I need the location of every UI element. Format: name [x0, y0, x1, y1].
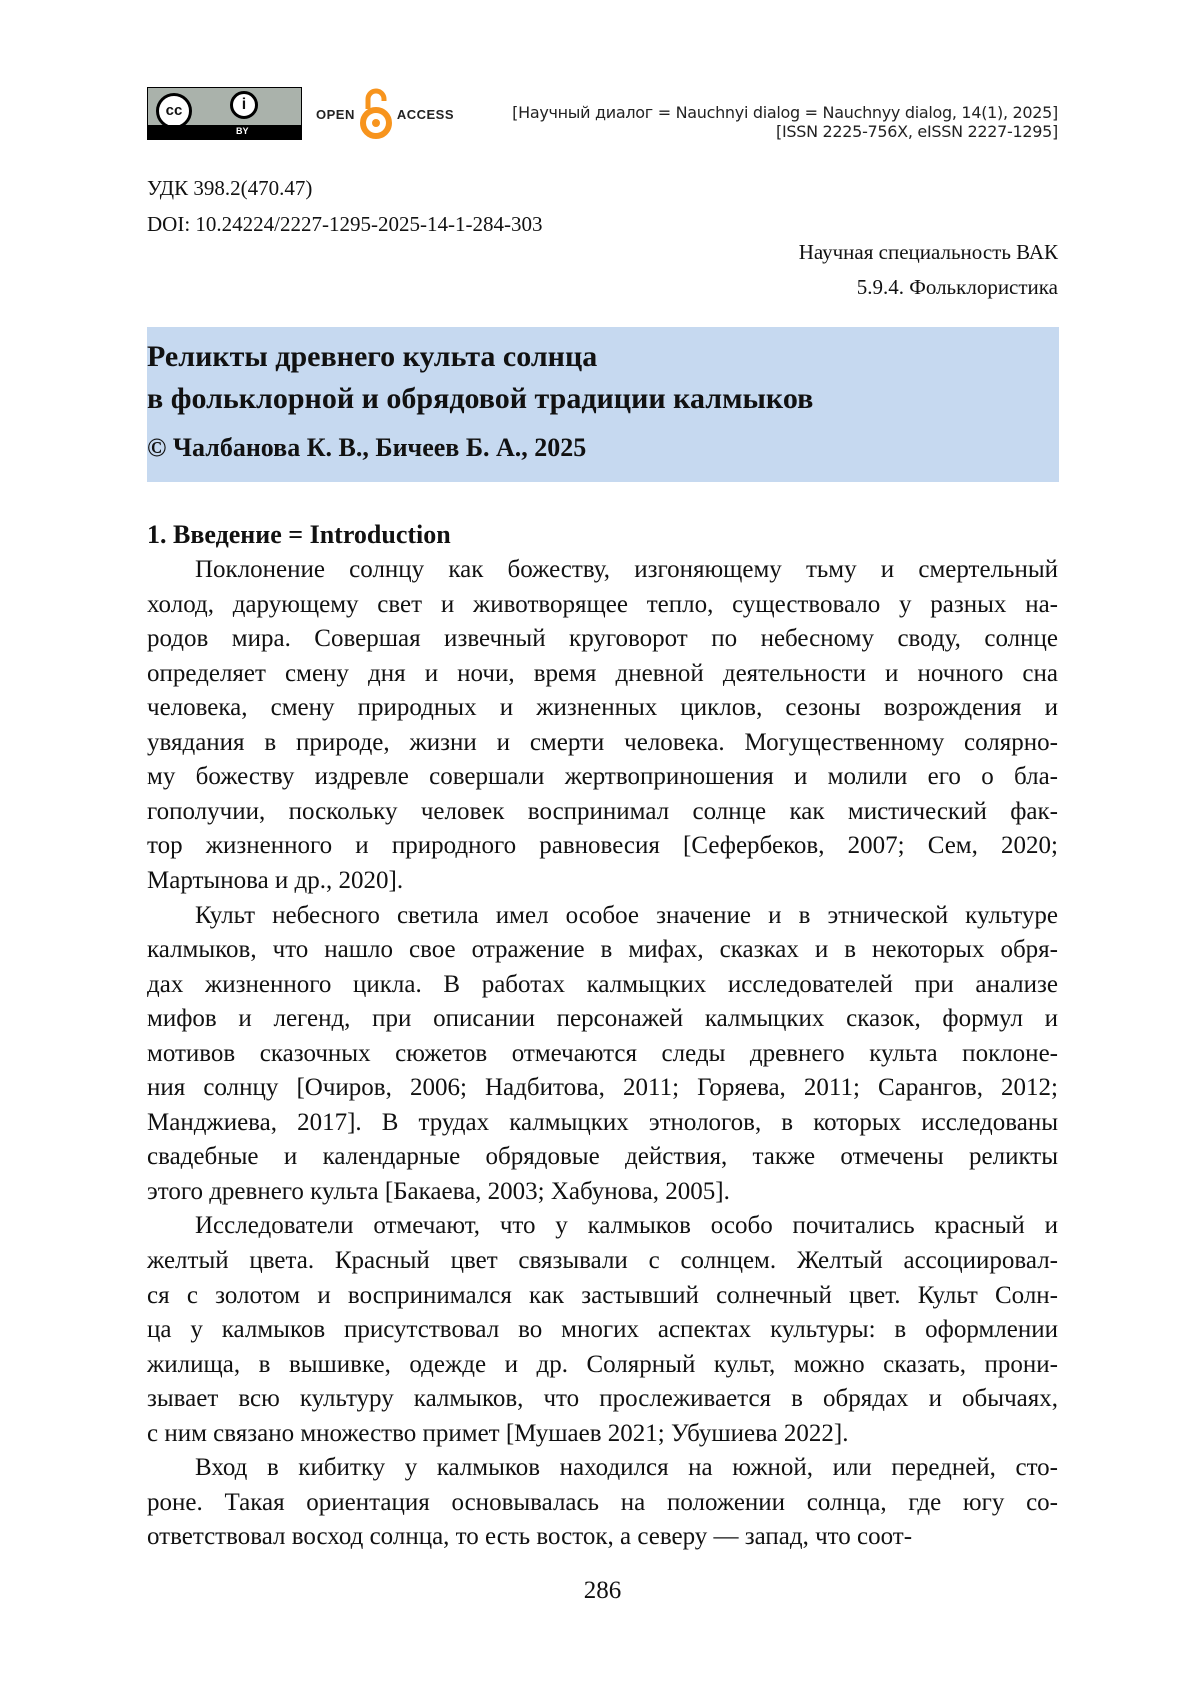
text-line: Культ небесного светила имел особое значение и в этнической культуре [195, 901, 1058, 929]
text-line: мифов и легенд, при описании персонажей калмыцких сказок, формул и [147, 1005, 1058, 1033]
text-line: калмыков, что нашло свое отражение в мифах, сказках и в некоторых обря- [147, 936, 1058, 964]
text-line: определяет смену дня и ночи, время дневной деятельности и ночного сна [147, 659, 1058, 687]
text-line: родов мира. Совершая извечный круговорот по небесному своду, солнце [147, 625, 1058, 653]
text-line: Манджиева, 2017]. В трудах калмыцких этнологов, в которых исследованы [147, 1108, 1058, 1136]
cc-icon: cc [156, 93, 192, 129]
text-line: Исследователи отмечают, что у калмыков особо почитались красный и [195, 1212, 1058, 1240]
text-line: зывает всю культуру калмыков, что прослеживается в обрядах и обычаях, [147, 1385, 1058, 1413]
text-line: холод, дарующему свет и животворящее тепло, существовало у разных на- [147, 590, 1058, 618]
text-line: Мартынова и др., 2020]. [147, 866, 404, 894]
section-heading: 1. Введение = Introduction [147, 520, 451, 549]
text-line: дах жизненного цикла. В работах калмыцких исследователей при анализе [147, 970, 1058, 998]
doi: DOI: 10.24224/2227-1295-2025-14-1-284-303 [147, 212, 543, 236]
text-line: ния солнцу [Очиров, 2006; Надбитова, 2011; Горяева, 2011; Сарангов, 2012; [147, 1074, 1058, 1102]
open-lock-icon [359, 87, 393, 141]
text-line: ответствовал восход солнца, то есть восток, а северу — запад, что соот- [147, 1523, 913, 1551]
title-block [147, 327, 1059, 482]
text-line: Вход в кибитку у калмыков находился на южной, или передней, сто- [195, 1454, 1058, 1482]
text-line: этого древнего культа [Бакаева, 2003; Хабунова, 2005]. [147, 1177, 730, 1205]
text-line: жилища, в вышивке, одежде и др. Солярный культ, можно сказать, прони- [147, 1350, 1058, 1378]
text-line: с ним связано множество примет [Мушаев 2021; Убушиева 2022]. [147, 1419, 849, 1447]
udk: УДК 398.2(470.47) [147, 176, 313, 200]
text-line: человека, смену природных и жизненных циклов, сезоны возрождения и [147, 694, 1058, 722]
text-line: ца у калмыков присутствовал во многих аспектах культуры: в оформлении [147, 1316, 1058, 1344]
issn-line: [ISSN 2225-756X, eISSN 2227-1295] [776, 122, 1058, 141]
text-line: увядания в природе, жизни и смерти человека. Могущественному солярно- [147, 728, 1058, 756]
text-line: Поклонение солнцу как божеству, изгоняющему тьму и смертельный [195, 556, 1058, 583]
article-title-line: в фольклорной и обрядовой традиции калмыков [147, 382, 814, 415]
open-access-logo [316, 86, 454, 142]
text-line: гополучии, поскольку человек воспринимал солнце как мистический фак- [147, 797, 1058, 825]
authors: © Чалбанова К. В., Бичеев Б. А., 2025 [147, 433, 587, 462]
text-line: ся с золотом и воспринимался как застывший солнечный цвет. Культ Солн- [147, 1281, 1058, 1309]
open-label: OPEN [316, 106, 355, 122]
article-title-line: Реликты древнего культа солнца [147, 340, 598, 373]
cc-by-license-badge [147, 87, 302, 140]
journal-line: [Научный диалог = Nauchnyi dialog = Nauchnyy dialog, 14(1), 2025] [512, 103, 1058, 122]
specialty-value: 5.9.4. Фольклористика [856, 275, 1058, 299]
text-line: свадебные и календарные обрядовые действия, также отмечены реликты [147, 1143, 1058, 1171]
text-line: роне. Такая ориентация основывалась на положении солнца, где югу со- [147, 1488, 1058, 1516]
specialty-label: Научная специальность ВАК [798, 240, 1058, 264]
journal-citation [512, 103, 1058, 141]
person-icon: i [230, 91, 258, 119]
text-line: желтый цвета. Красный цвет связывали с солнцем. Желтый ассоциировал- [147, 1247, 1058, 1274]
by-label: BY [236, 126, 249, 136]
text-line: тор жизненного и природного равновесия [Сефербеков, 2007; Сем, 2020; [147, 832, 1058, 860]
text-line: му божеству издревле совершали жертвоприношения и молили его о бла- [147, 763, 1058, 791]
access-label: ACCESS [396, 106, 455, 122]
page-number: 286 [583, 1577, 622, 1604]
text-line: мотивов сказочных сюжетов отмечаются следы древнего культа поклоне- [147, 1039, 1058, 1067]
